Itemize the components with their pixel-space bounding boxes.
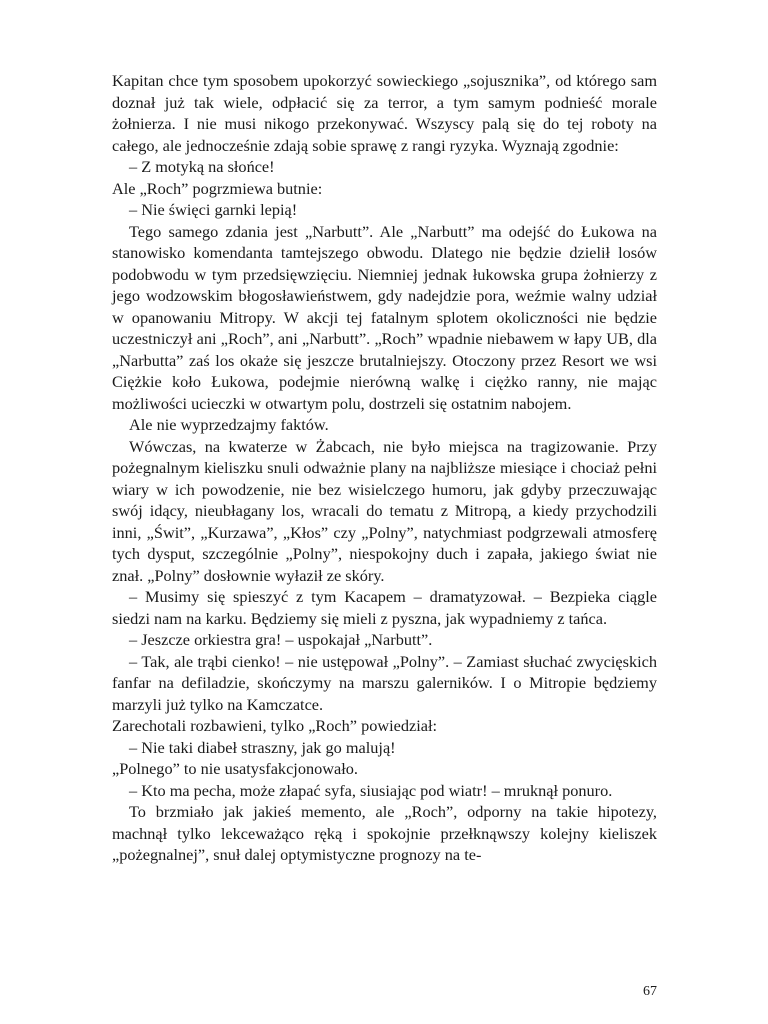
paragraph: Ale „Roch” pogrzmiewa butnie: [112,178,323,198]
paragraph: – Kto ma pecha, może złapać syfa, siusiając pod wiatr! – mruknął ponuro. [129,780,613,800]
paragraph: Ale nie wyprzedzajmy faktów. [129,415,329,434]
paragraph: Tego samego zdania jest „Narbutt”. Ale „Narbutt” ma odejść do Łukowa na stanowisko komendanta tamtejszego obwodu. Dlatego nie będzie dzielił losów podobwodu w tym przedsięwzięciu. Niemniej jednak łukowska grupa żołnierzy z jego wodzowskim błogosławieństwem, gdy nadejdzie pora, weźmie walny udział w opanowaniu Mitropy. W akcji tej fatalnym splotem okoliczności nie będzie uczestniczył ani „Roch”, ani „Narbutt”. „Roch” wpadnie niebawem w łapy UB, dla „Narbutta” zaś los okaże się jeszcze brutalniejszy. Otoczony przez Resort we wsi Ciężkie koło Łukowa, podejmie nierówną walkę i ciężko ranny, nie mając możliwości ucieczki w otwartym polu, dostrzeli się ostatnim nabojem. [112,221,657,413]
paragraph: Zarechotali rozbawieni, tylko „Roch” powiedział: [112,716,438,735]
paragraph: – Tak, ale trąbi cienko! – nie ustępował „Polny”. – Zamiast słuchać zwycięskich fanfar na defiladzie, skończymy na marszu galerników. I o Mitropie będziemy marzyli już tylko na Kamczatce. [112,651,657,714]
paragraph: Kapitan chce tym sposobem upokorzyć sowieckiego „sojusznika”, od którego sam doznał już tak wiele, odpłacić się za terror, a tym samym podnieść morale żołnierza. I nie musi nikogo przekonywać. Wszyscy palą się do tej roboty na całego, ale jednocześnie zdają sobie sprawę z rangi ryzyka. Wyznają zgodnie: [112,71,657,155]
paragraph: Wówczas, na kwaterze w Żabcach, nie było miejsca na tragizowanie. Przy pożegnalnym kieliszku snuli odważnie plany na najbliższe miesiące i chociaż pełni wiary w ich powodzenie, nie bez wisielczego humoru, jak gdyby przeczuwając swój idący, nieubłagany los, wracali do tematu z Mitropą, a kiedy przychodzili inni, „Świt”, „Kurzawa”, „Kłos” czy „Polny”, natychmiast podgrzewali atmosferę tych dysput, szczególnie „Polny”, niespokojny duch i zapała, jakiego świat nie znał. „Polny” dosłownie wyłaził ze skóry. [112,436,657,585]
paragraph: – Jeszcze orkiestra gra! – uspokajał „Narbutt”. [129,630,433,649]
paragraph: – Nie taki diabeł straszny, jak go malują! [129,737,396,757]
paragraph: – Z motyką na słońce! [129,157,275,176]
paragraph: – Musimy się spieszyć z tym Kacapem – dramatyzował. – Bezpieka ciągle siedzi nam na karku. Będziemy się mieli z pyszna, jak wypadniemy z tańca. [112,587,657,628]
paragraph: „Polnego” to nie usatysfakcjonowało. [112,759,358,778]
body-text [112,70,657,866]
page-number: 67 [643,984,657,999]
paragraph: – Nie święci garnki lepią! [129,200,298,219]
paragraph: To brzmiało jak jakieś memento, ale „Roch”, odporny na takie hipotezy, machnął tylko lekceważąco ręką i spokojnie przełknąwszy kolejny kieliszek „pożegnalnej”, snuł dalej optymistyczne prognozy na te- [112,802,657,864]
